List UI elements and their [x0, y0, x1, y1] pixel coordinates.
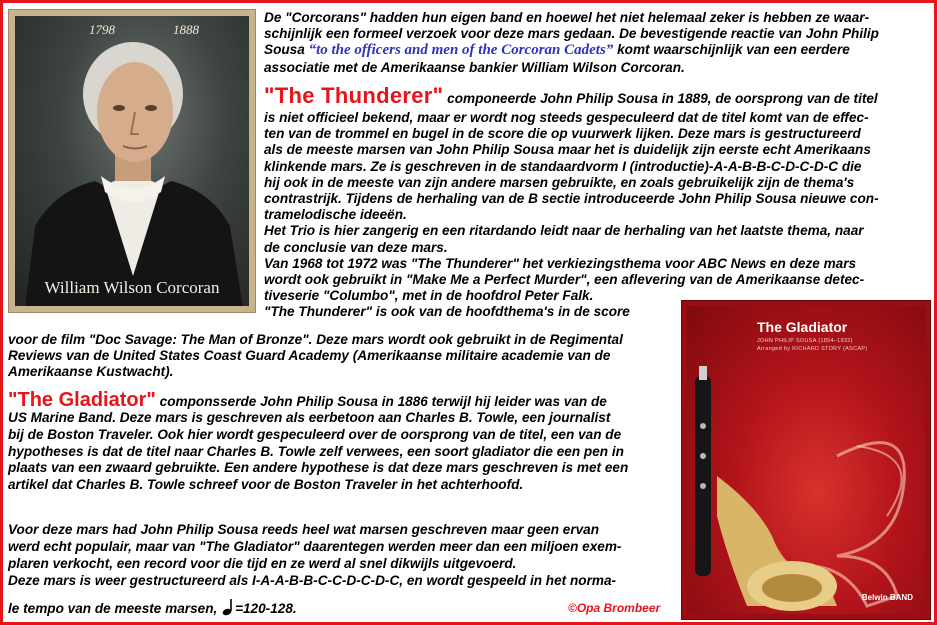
trumpet-illustration	[687, 306, 927, 616]
gladiator-line: plaats van een zwaard gebruikte. Een andere hypothese is dat deze mars geschreven is met een	[8, 460, 629, 476]
gladiator-title: "The Gladiator"	[8, 389, 156, 411]
thunderer-line: contrastrijk. Tijdens de herhaling van de B sectie introduceerde John Philip Sousa nieuwe con-	[264, 191, 879, 206]
thunderer-wide-line: Reviews van de United States Coast Guard Academy (Amerikaanse militaire academie van de	[8, 348, 611, 364]
publisher-logo: Belwin BAND	[861, 593, 913, 602]
thunderer-line: "The Thunderer" is ook van de hoofdthema's in de score	[264, 304, 630, 320]
intro-line-1: De "Corcorans" hadden hun eigen band en hoewel het niet helemaal zeker is hebben ze waar-	[264, 10, 870, 25]
thunderer-line: Het Trio is hier zangerig en een ritardando leidt naar de herhaling van het laatste thema, naar	[264, 223, 864, 239]
tempo-line	[8, 598, 297, 618]
thunderer-line: ten van de trommel en bugel in de score die op vuurwerk lijken. Deze mars is gestructureerd	[264, 126, 861, 142]
thunderer-line: tramelodische ideeën.	[264, 207, 407, 223]
thunderer-line: hij ook in de meeste van zijn andere marsen gebruikte, en zoals gebruikelijk zijn de thema's	[264, 174, 855, 190]
album-cover-art	[687, 306, 925, 614]
tempo-prefix: le tempo van de meeste marsen,	[8, 601, 222, 616]
intro-line-2: schijnlijk een formeel verzoek voor deze mars gedaan. De bevestigende reactie van John Philip	[264, 26, 879, 41]
gladiator-2-line: plaren verkocht, een record voor die tijd en ze werd al snel dikwijls uitgevoerd.	[8, 556, 517, 571]
death-year: 1888	[173, 22, 199, 37]
gladiator-2-line: Voor deze mars had John Philip Sousa reeds heel wat marsen geschreven maar geen ervan	[8, 522, 600, 537]
gladiator-line: artikel dat Charles B. Towle schreef voor de Boston Traveler in het achterhoofd.	[8, 477, 524, 493]
copyright-credit: ©Opa Brombeer	[568, 601, 661, 615]
intro-line-3-end: komt waarschijnlijk van een eerdere	[613, 42, 850, 57]
gladiator-2-line: werd echt populair, maar van "The Gladiator" daarentegen werden meer dan een miljoen exem-	[8, 539, 622, 554]
thunderer-line: als de meeste marsen van John Philip Sousa maar het is duidelijk zijn eerste echt Amerikaans	[264, 142, 871, 158]
album-arranger: Arranged by RICHARD STORY (ASCAP)	[757, 346, 868, 352]
dedication-quote: “to the officers and men of the Corcoran Cadets”	[308, 42, 614, 58]
album-title: The Gladiator	[757, 319, 848, 335]
thunderer-wide-line: Amerikaanse Kustwacht).	[8, 364, 174, 380]
thunderer-heading-line	[264, 84, 878, 111]
intro-line-3-start: Sousa	[264, 42, 309, 57]
portrait-figure	[15, 16, 249, 306]
thunderer-first-line: componeerde John Philip Sousa in 1889, de oorsprong van de titel	[443, 91, 878, 106]
gladiator-first-line: componsserde John Philip Sousa in 1886 terwijl hij leider was van de	[155, 394, 607, 409]
intro-line-3	[264, 42, 850, 59]
thunderer-line: de conclusie van deze mars.	[264, 239, 448, 255]
album-cover	[681, 300, 931, 620]
thunderer-wide-line: voor de film "Doc Savage: The Man of Bronze". Deze mars wordt ook gebruikt in de Regimental	[8, 332, 623, 347]
birth-year: 1798	[89, 22, 115, 37]
thunderer-title: "The Thunderer"	[264, 83, 444, 108]
portrait-caption: William Wilson Corcoran	[44, 278, 220, 297]
thunderer-line: is niet officieel bekend, maar er wordt nog steeds gespeculeerd dat de titel komt van de effec-	[264, 110, 869, 125]
gladiator-line: US Marine Band. Deze mars is geschreven als eerbetoon aan Charles B. Towle, een journalist	[8, 410, 611, 425]
portrait-image	[15, 16, 249, 306]
quarter-note-icon	[221, 598, 235, 616]
gladiator-line: bij de Boston Traveler. Ook hier wordt gespeculeerd over de oorsprong van de titel, een van de	[8, 426, 622, 442]
thunderer-line: Van 1968 tot 1972 was "The Thunderer" het verkiezingsthema voor ABC News en deze mars	[264, 255, 857, 271]
gladiator-line: hypotheses is dat de titel naar Charles B. Towle zelf verwees, een soort gladiator die een pen in	[8, 443, 624, 459]
album-composer: JOHN PHILIP SOUSA (1854–1932)	[757, 338, 853, 344]
intro-line-4: associatie met de Amerikaanse bankier William Wilson Corcoran.	[264, 60, 685, 75]
thunderer-line: wordt ook gebruikt in "Make Me a Perfect Murder", een aflevering van de Amerikaanse detec-	[264, 272, 865, 287]
portrait-frame	[8, 9, 256, 313]
thunderer-line: klinkende mars. Ze is geschreven in de standaardvorm I (introductie)-A-A-B-B-C-D-C-D-C die	[264, 158, 862, 174]
gladiator-2-line: Deze mars is weer gestructureerd als I-A-A-B-B-C-C-D-C-D-C, en wordt gespeeld in het norma-	[8, 573, 617, 588]
tempo-value: =120-128.	[235, 601, 297, 616]
thunderer-line: tiveserie "Columbo", met in de hoofdrol Peter Falk.	[264, 288, 594, 304]
